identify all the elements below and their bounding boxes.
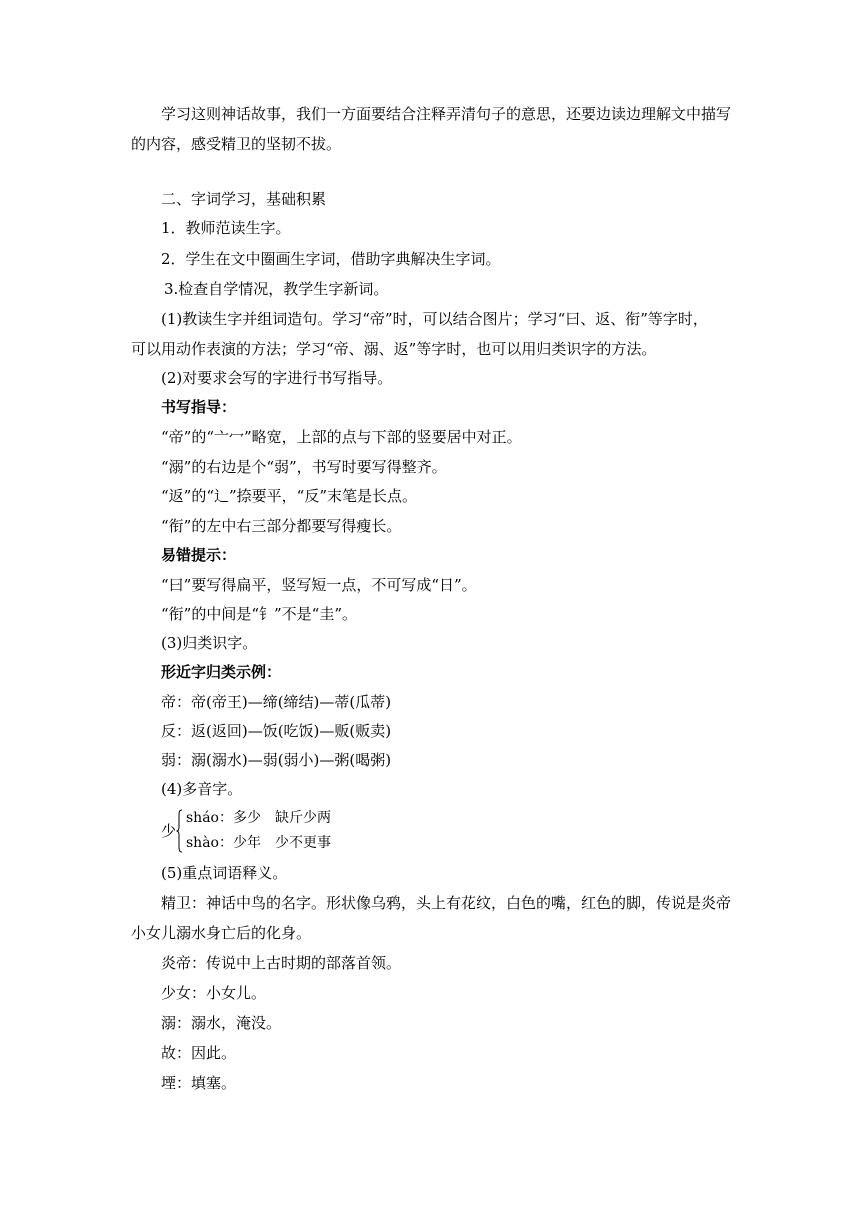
- glossary-jingwei-line-2: 小女儿溺水身亡后的化身。: [131, 924, 312, 942]
- polyphone-reading-1-text: sháo：多少: [186, 810, 261, 826]
- step-1: 1．教师范读生字。: [161, 219, 291, 237]
- polyphone-reading-2-text: shào：少年: [186, 835, 261, 851]
- intro-line-1: 学习这则神话故事，我们一方面要结合注释弄清句子的意思，还要边读边理解文中描写: [161, 105, 732, 123]
- glossary-item: 炎帝：传说中上古时期的部落首领。: [161, 954, 402, 972]
- substep-4: (4)多音字。: [161, 780, 243, 798]
- writing-guide-item: “返”的“辶”捺要平，“反”末笔是长点。: [161, 487, 418, 505]
- substep-1-line-1: (1)教读生字并组词造句。学习“帝”时，可以结合图片；学习“曰、返、衔”等字时，: [161, 310, 708, 328]
- error-tips-title: 易错提示：: [161, 546, 237, 564]
- similar-chars-item: 弱：溺(溺水)—弱(弱小)—粥(喝粥): [161, 751, 392, 769]
- error-tip-item: “衔”的中间是“钅”不是“圭”。: [161, 605, 358, 623]
- polyphone-reading-2: [186, 833, 331, 853]
- glossary-item: 故：因此。: [161, 1044, 237, 1062]
- polyphone-example-1: 缺斤少两: [274, 810, 331, 826]
- step-3: 3.检查自学情况，教学生字新词。: [164, 280, 389, 298]
- section-heading: 二、字词学习，基础积累: [161, 190, 327, 208]
- glossary-item: 溺：溺水，淹没。: [161, 1014, 282, 1032]
- polyphone-group: [161, 808, 361, 856]
- polyphone-reading-1: [186, 808, 331, 828]
- writing-guide-item: “帝”的“亠冖”略宽，上部的点与下部的竖要居中对正。: [161, 428, 522, 446]
- curly-brace-icon: [176, 809, 183, 853]
- glossary-item: 少女：小女儿。: [161, 984, 267, 1002]
- similar-chars-title: 形近字归类示例：: [161, 663, 282, 681]
- step-2: 2．学生在文中圈画生字词，借助字典解决生字词。: [161, 250, 501, 268]
- glossary-jingwei-line-1: 精卫：神话中鸟的名字。形状像乌鸦，头上有花纹，白色的嘴，红色的脚，传说是炎帝: [161, 894, 732, 912]
- similar-chars-item: 反：返(返回)—饭(吃饭)—贩(贩卖): [161, 722, 392, 740]
- substep-5: (5)重点词语释义。: [161, 864, 288, 882]
- polyphone-char: 少: [161, 822, 177, 840]
- glossary-item: 堙：填塞。: [161, 1074, 237, 1092]
- intro-line-2: 的内容，感受精卫的坚韧不拔。: [131, 135, 342, 153]
- writing-guide-item: “溺”的右边是个“弱”，书写时要写得整齐。: [161, 458, 447, 476]
- writing-guide-title: 书写指导：: [161, 398, 237, 416]
- error-tip-item: “曰”要写得扁平，竖写短一点，不可写成“日”。: [161, 576, 477, 594]
- similar-chars-item: 帝：帝(帝王)—缔(缔结)—蒂(瓜蒂): [161, 693, 392, 711]
- writing-guide-item: “衔”的左中右三部分都要写得瘦长。: [161, 517, 402, 535]
- substep-1-line-2: 可以用动作表演的方法；学习“帝、溺、返”等字时，也可以用归类识字的方法。: [131, 340, 657, 358]
- substep-2: (2)对要求会写的字进行书写指导。: [161, 369, 393, 387]
- substep-3: (3)归类识字。: [161, 634, 258, 652]
- polyphone-example-2: 少不更事: [274, 835, 331, 851]
